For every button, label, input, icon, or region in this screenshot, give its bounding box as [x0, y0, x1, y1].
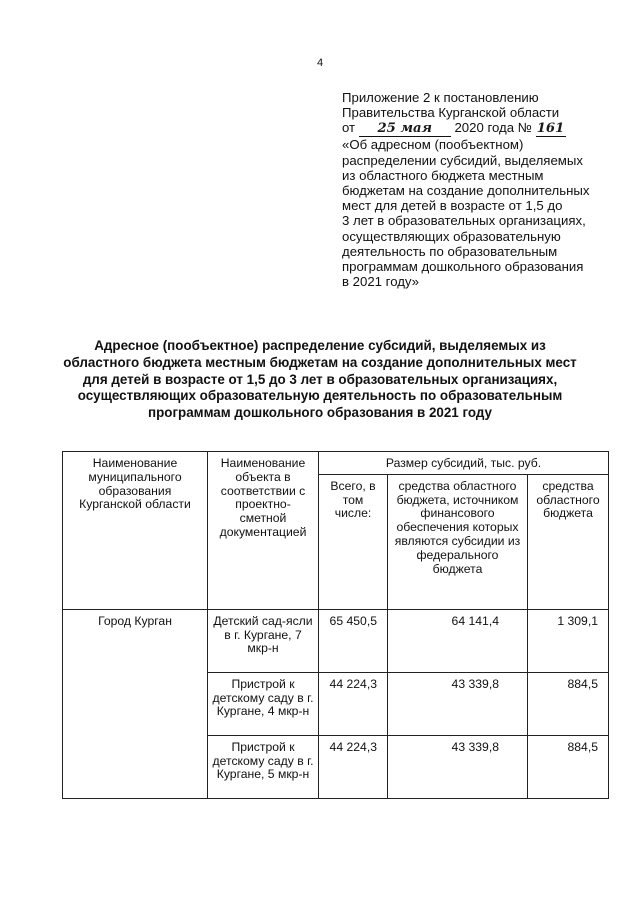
title-line: осуществляющих образовательную деятельность по образовательным	[77, 388, 563, 404]
cell-federal: 43 339,8	[388, 672, 528, 735]
cell-regional: 884,5	[528, 672, 609, 735]
title-line: программам дошкольного образования в 2021 году	[148, 405, 492, 421]
page-number: 4	[316, 57, 324, 69]
cell-total: 44 224,3	[319, 735, 388, 798]
appendix-subject-line: осуществляющих образовательную	[342, 228, 561, 244]
handwritten-date: 25 мая	[359, 122, 451, 137]
cell-object: Пристрой к детскому саду в г. Кургане, 4 мкр-н	[208, 672, 319, 735]
cell-object: Детский сад-ясли в г. Кургане, 7 мкр-н	[208, 609, 319, 672]
appendix-subject-line: 3 лет в образовательных организациях,	[342, 213, 586, 229]
cell-federal: 43 339,8	[388, 735, 528, 798]
document-title	[30, 338, 610, 422]
appendix-subject-line: в 2021 году»	[342, 274, 420, 290]
appendix-block	[342, 90, 622, 289]
subsidy-table	[62, 451, 609, 799]
title-line: областного бюджета местным бюджетам на создание дополнительных мест	[63, 354, 577, 370]
appendix-subject-line: «Об адресном (пообъектном)	[342, 137, 524, 153]
cell-total: 65 450,5	[319, 609, 388, 672]
appendix-subject-line: мест для детей в возрасте от 1,5 до	[342, 198, 563, 214]
appendix-line: Приложение 2 к постановлению	[342, 90, 539, 105]
header-municipality: Наименование муниципального образования Курганской области	[63, 452, 208, 610]
date-year: 2020 года №	[454, 120, 532, 136]
cell-total: 44 224,3	[319, 672, 388, 735]
cell-object: Пристрой к детскому саду в г. Кургане, 5 мкр-н	[208, 735, 319, 798]
header-subsidy-size: Размер субсидий, тыс. руб.	[319, 452, 609, 475]
appendix-date-line	[342, 120, 622, 137]
header-regional: средства областного бюджета	[528, 474, 609, 609]
appendix-subject-line: программам дошкольного образования	[342, 259, 584, 275]
appendix-subject-line: распределении субсидий, выделяемых	[342, 152, 583, 168]
header-object: Наименование объекта в соответствии с проектно-сметной документацией	[208, 452, 319, 610]
cell-regional: 884,5	[528, 735, 609, 798]
header-total: Всего, в том числе:	[319, 474, 388, 609]
cell-municipality: Город Курган	[63, 609, 208, 798]
appendix-line: Правительства Курганской области	[342, 105, 560, 121]
title-line: для детей в возрасте от 1,5 до 3 лет в образовательных организациях,	[82, 371, 558, 387]
table-row	[63, 609, 609, 672]
title-line: Адресное (пообъектное) распределение субсидий, выделяемых из	[94, 338, 546, 353]
cell-regional: 1 309,1	[528, 609, 609, 672]
appendix-subject-line: деятельность по образовательным	[342, 243, 558, 259]
handwritten-number: 161	[536, 121, 565, 137]
table-header-row	[63, 452, 609, 475]
appendix-subject-line: из областного бюджета местным	[342, 167, 544, 183]
cell-federal: 64 141,4	[388, 609, 528, 672]
appendix-subject-line: бюджетам на создание дополнительных	[342, 183, 590, 199]
date-prefix: от	[342, 120, 356, 136]
header-federal: средства областного бюджета, источником финансового обеспечения которых являются субсидии из федерального бюджета	[388, 474, 528, 609]
